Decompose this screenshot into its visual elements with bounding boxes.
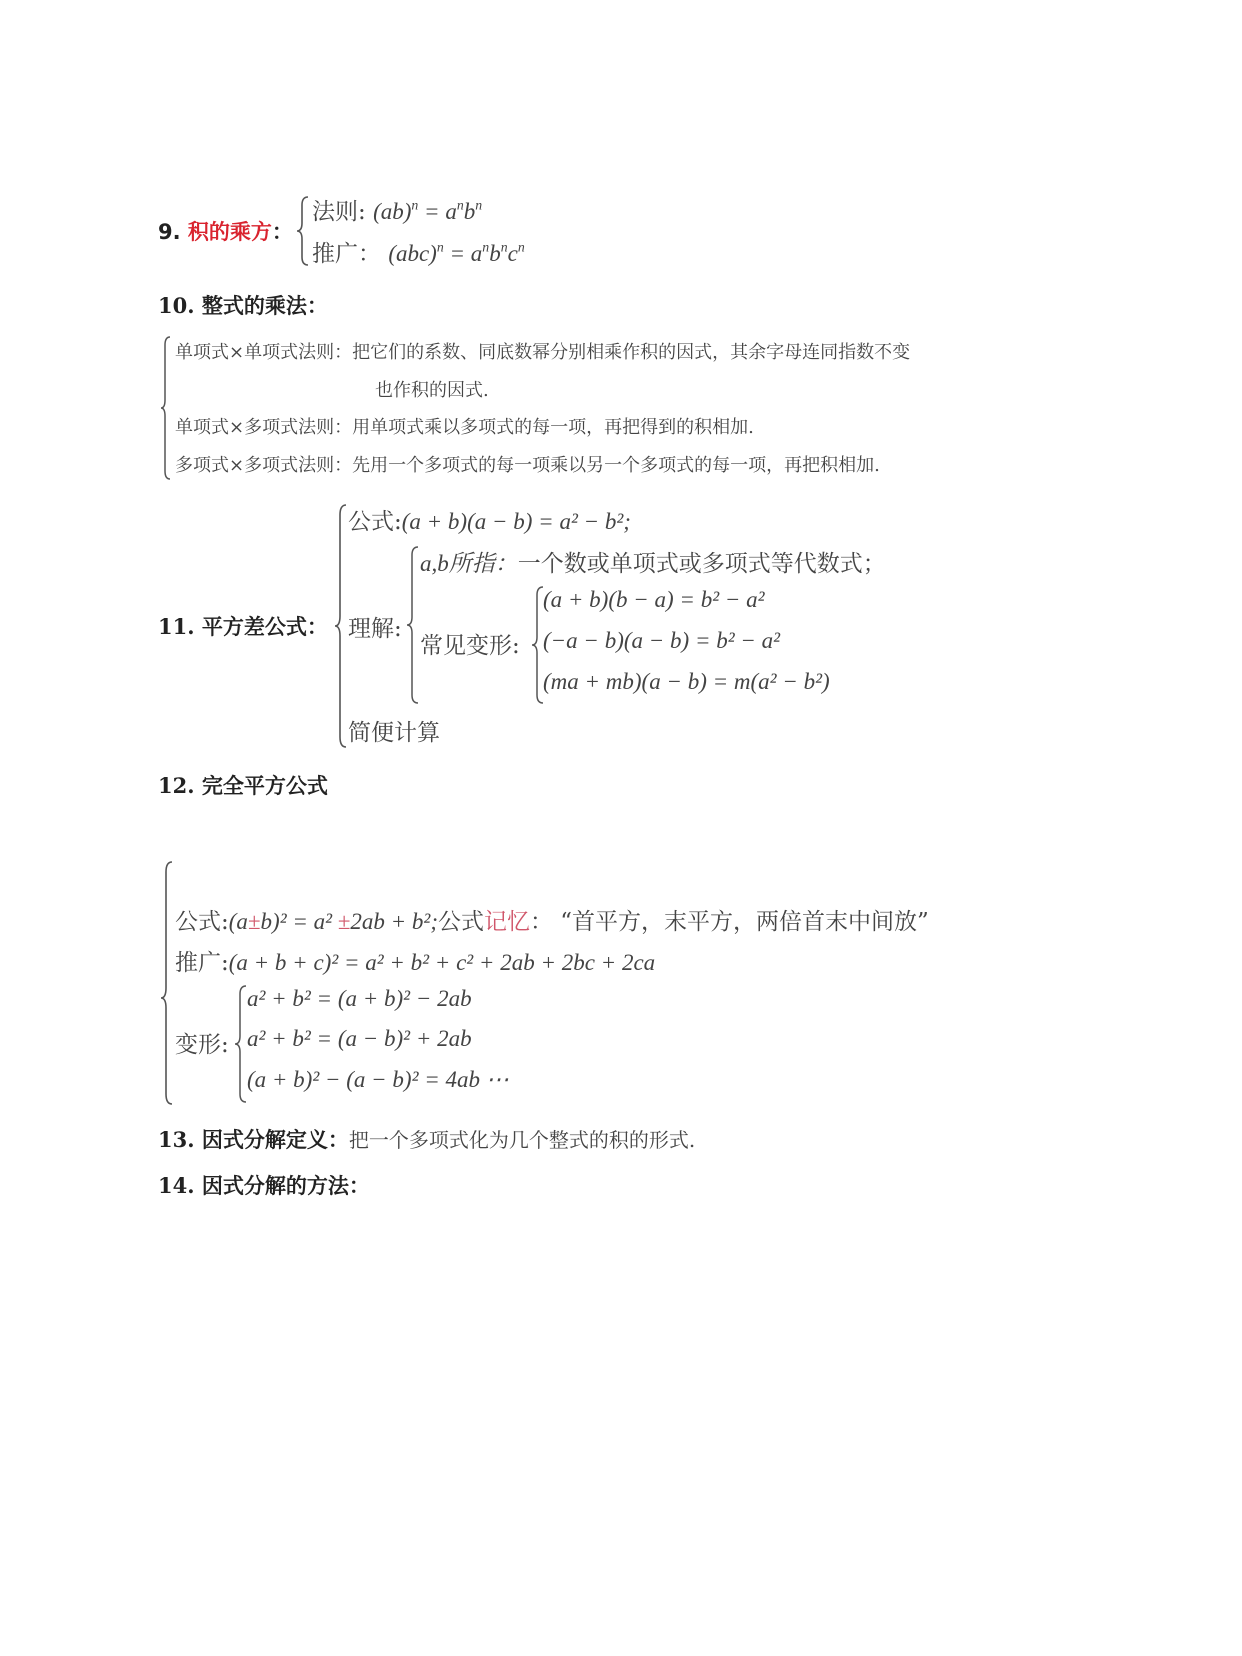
- ext-label: 推广:: [175, 950, 229, 976]
- ext-formula: (a + b + c)² = a² + b² + c² + 2ab + 2bc + 2ca: [228, 950, 656, 975]
- item-label: 单项式×单项式法则：: [175, 342, 353, 363]
- section-11-heading: 11. 平方差公式：: [158, 614, 328, 639]
- formula: (a + b)(a − b) = a² − b²;: [401, 509, 631, 534]
- brace-icon: [160, 860, 174, 1106]
- section-number: 9.: [158, 220, 181, 244]
- section-title: 积的乘方: [187, 220, 272, 244]
- ext-formula: $(abc)^n = a^nb^nc^n$: [388, 239, 525, 266]
- section-12-heading: 12. 完全平方公式: [158, 773, 328, 798]
- definition-text: 的形式.: [628, 1128, 696, 1152]
- item-label: 多项式×多项式法则：: [175, 455, 353, 476]
- s11-variant-1: (a + b)(b − a) = b² − a²: [543, 587, 765, 612]
- rule-formula: $(ab)^n = a^nb^n$: [373, 197, 483, 224]
- definition-text: 把一个: [348, 1128, 409, 1152]
- s11-understand-label: 理解:: [348, 616, 402, 642]
- s11-ab-line: [420, 545, 886, 578]
- formula-label: 公式:: [348, 509, 402, 535]
- s11-variant-2: (−a − b)(a − b) = b² − a²: [543, 628, 781, 653]
- brace-icon: [406, 545, 420, 705]
- colon: ：: [529, 909, 553, 935]
- memory-label: 公式: [437, 909, 484, 935]
- s11-simple-calc: 简便计算: [348, 720, 440, 746]
- section-9-heading: [158, 216, 293, 246]
- s12-variant-2: a² + b² = (a − b)² + 2ab: [247, 1026, 472, 1051]
- formula: (a±b)² = a² ±2ab + b²;: [228, 909, 438, 934]
- s10-item-2: [175, 413, 754, 439]
- s11-variants-label: 常见变形:: [420, 633, 520, 659]
- s10-item-3: [175, 451, 880, 477]
- s11-variant-3: (ma + mb)(a − b) = m(a² − b²): [543, 669, 830, 694]
- colon: ：: [271, 220, 293, 244]
- definition-highlight: 几个整式的积: [508, 1128, 629, 1152]
- brace-icon: [296, 195, 310, 267]
- s12-variant-1: a² + b² = (a + b)² − 2ab: [247, 986, 472, 1011]
- item-text: 用单项式乘以多项式的每一项，再把得到的积相加.: [352, 417, 754, 438]
- s12-extension-line: [175, 944, 655, 977]
- brace-icon: [334, 503, 348, 749]
- definition-highlight: 多项式: [408, 1128, 469, 1152]
- brace-icon: [160, 335, 172, 481]
- section-13-line: [158, 1124, 695, 1154]
- rule-label: 法则:: [312, 199, 366, 225]
- item-text: 把它们的系数、同底数幂分别相乘作积的因式，其余字母连同指数不变: [352, 342, 911, 363]
- section-13-heading: 13. 因式分解定义：: [158, 1127, 349, 1152]
- section-10-heading: 10. 整式的乘法：: [158, 293, 328, 318]
- item-label: 单项式×多项式法则：: [175, 417, 353, 438]
- item-text: 先用一个多项式的每一项乘以另一个多项式的每一项，再把积相加.: [352, 455, 880, 476]
- definition-text: 化为: [468, 1128, 509, 1152]
- ab-text: 一个数或单项式或多项式等代数式；: [517, 551, 886, 577]
- brace-icon: [234, 984, 248, 1104]
- ext-label: 推广：: [312, 241, 381, 267]
- section-14-heading: 14. 因式分解的方法：: [158, 1173, 370, 1198]
- s11-formula-line: [348, 503, 631, 536]
- s12-formula-line: [175, 903, 929, 936]
- formula-label: 公式:: [175, 909, 229, 935]
- s10-item-1: [175, 338, 910, 364]
- s12-variant-3: (a + b)² − (a − b)² = 4ab ⋯: [247, 1067, 509, 1092]
- s9-extension-line: [312, 235, 525, 268]
- ab-label: a,b所指：: [420, 551, 518, 576]
- s12-variants-label: 变形:: [175, 1032, 229, 1058]
- s10-item-1-cont: 也作积的因式.: [375, 380, 489, 401]
- memory-mnemonic: “首平方，末平方，两倍首末中间放”: [560, 909, 929, 935]
- memory-highlight: 记忆: [483, 909, 530, 935]
- s9-rule-line: [312, 193, 482, 226]
